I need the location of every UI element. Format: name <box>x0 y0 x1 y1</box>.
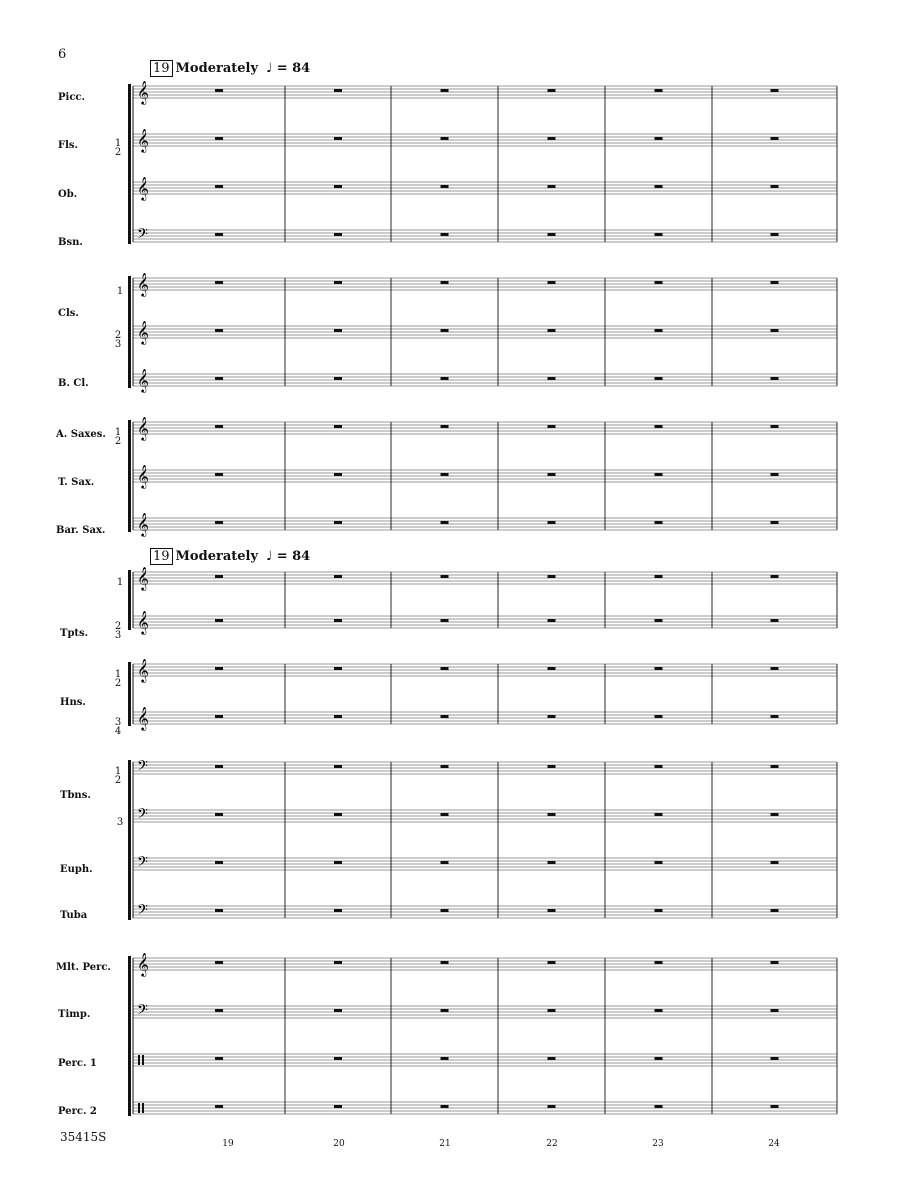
parts-hns-top: 1 2 <box>114 669 122 689</box>
whole-rest-icon <box>441 377 449 380</box>
percussion-clef-icon <box>138 1055 140 1065</box>
whole-rest-icon <box>771 89 779 92</box>
whole-rest-icon <box>441 619 449 622</box>
treble-clef-icon: 𝄞 <box>137 952 149 976</box>
whole-rest-icon <box>548 961 556 964</box>
whole-rest-icon <box>334 137 342 140</box>
whole-rest-icon <box>655 861 663 864</box>
whole-rest-icon <box>548 813 556 816</box>
whole-rest-icon <box>215 909 223 912</box>
label-tuba: Tuba <box>60 910 88 921</box>
whole-rest-icon <box>548 861 556 864</box>
whole-rest-icon <box>215 521 223 524</box>
group-bracket <box>128 84 131 244</box>
whole-rest-icon <box>441 473 449 476</box>
bass-clef-icon: 𝄢 <box>137 806 148 826</box>
label-ob: Ob. <box>58 189 78 200</box>
measure-number-19: 19 <box>222 1139 234 1149</box>
group-bracket <box>128 276 131 388</box>
measure-number-22: 22 <box>546 1139 558 1149</box>
measure-number-21: 21 <box>439 1139 451 1149</box>
whole-rest-icon <box>548 377 556 380</box>
whole-rest-icon <box>548 473 556 476</box>
whole-rest-icon <box>771 909 779 912</box>
treble-clef-icon: 𝄞 <box>137 706 149 730</box>
whole-rest-icon <box>441 813 449 816</box>
whole-rest-icon <box>334 961 342 964</box>
label-timp: Timp. <box>58 1009 91 1020</box>
parts-cls-bottom: 2 3 <box>114 330 122 350</box>
whole-rest-icon <box>655 473 663 476</box>
treble-clef-icon: 𝄞 <box>137 272 149 296</box>
bass-clef-icon: 𝄢 <box>137 1002 148 1022</box>
percussion-clef-icon <box>142 1103 144 1113</box>
measure-number-24: 24 <box>768 1139 780 1149</box>
whole-rest-icon <box>215 473 223 476</box>
label-fls: Fls. <box>58 140 79 151</box>
whole-rest-icon <box>215 185 223 188</box>
label-tsax: T. Sax. <box>58 477 95 488</box>
whole-rest-icon <box>548 425 556 428</box>
whole-rest-icon <box>771 575 779 578</box>
whole-rest-icon <box>215 961 223 964</box>
whole-rest-icon <box>655 329 663 332</box>
whole-rest-icon <box>334 813 342 816</box>
whole-rest-icon <box>548 619 556 622</box>
whole-rest-icon <box>215 377 223 380</box>
bass-clef-icon: 𝄢 <box>137 758 148 778</box>
whole-rest-icon <box>548 137 556 140</box>
whole-rest-icon <box>215 765 223 768</box>
whole-rest-icon <box>441 861 449 864</box>
whole-rest-icon <box>334 1057 342 1060</box>
whole-rest-icon <box>334 233 342 236</box>
whole-rest-icon <box>548 521 556 524</box>
whole-rest-icon <box>441 1057 449 1060</box>
whole-rest-icon <box>334 765 342 768</box>
whole-rest-icon <box>441 909 449 912</box>
whole-rest-icon <box>334 619 342 622</box>
whole-rest-icon <box>655 961 663 964</box>
parts-hns-bottom: 3 4 <box>114 717 122 737</box>
whole-rest-icon <box>441 765 449 768</box>
whole-rest-icon <box>215 1057 223 1060</box>
whole-rest-icon <box>771 765 779 768</box>
whole-rest-icon <box>334 715 342 718</box>
whole-rest-icon <box>655 619 663 622</box>
tempo-value: = 84 <box>276 61 311 76</box>
whole-rest-icon <box>655 667 663 670</box>
label-bcl: B. Cl. <box>58 378 89 389</box>
whole-rest-icon <box>441 233 449 236</box>
whole-rest-icon <box>215 813 223 816</box>
treble-clef-icon: 𝄞 <box>137 80 149 104</box>
whole-rest-icon <box>771 185 779 188</box>
treble-clef-icon: 𝄞 <box>137 176 149 200</box>
whole-rest-icon <box>655 765 663 768</box>
whole-rest-icon <box>441 89 449 92</box>
whole-rest-icon <box>215 575 223 578</box>
label-hns: Hns. <box>60 697 86 708</box>
whole-rest-icon <box>655 137 663 140</box>
whole-rest-icon <box>655 715 663 718</box>
group-bracket <box>128 420 131 532</box>
whole-rest-icon <box>441 521 449 524</box>
whole-rest-icon <box>771 521 779 524</box>
treble-clef-icon: 𝄞 <box>137 610 149 634</box>
group-bracket <box>128 956 131 1116</box>
whole-rest-icon <box>771 425 779 428</box>
whole-rest-icon <box>655 575 663 578</box>
catalog-number: 35415S <box>60 1130 107 1144</box>
group-bracket <box>128 760 131 920</box>
group-bracket <box>128 570 131 630</box>
whole-rest-icon <box>215 667 223 670</box>
whole-rest-icon <box>655 185 663 188</box>
whole-rest-icon <box>334 377 342 380</box>
whole-rest-icon <box>441 137 449 140</box>
whole-rest-icon <box>548 667 556 670</box>
whole-rest-icon <box>334 329 342 332</box>
whole-rest-icon <box>215 281 223 284</box>
whole-rest-icon <box>334 1009 342 1012</box>
whole-rest-icon <box>215 233 223 236</box>
whole-rest-icon <box>334 89 342 92</box>
whole-rest-icon <box>215 329 223 332</box>
whole-rest-icon <box>441 185 449 188</box>
treble-clef-icon: 𝄞 <box>137 566 149 590</box>
whole-rest-icon <box>548 1009 556 1012</box>
whole-rest-icon <box>771 473 779 476</box>
tempo-text: Moderately <box>175 61 259 76</box>
bass-clef-icon: 𝄢 <box>137 854 148 874</box>
whole-rest-icon <box>334 1105 342 1108</box>
whole-rest-icon <box>334 185 342 188</box>
label-mltperc: Mlt. Perc. <box>56 962 111 973</box>
whole-rest-icon <box>548 575 556 578</box>
tempo-note-brass: ♩ <box>266 549 273 564</box>
page-number: 6 <box>58 47 67 62</box>
whole-rest-icon <box>334 667 342 670</box>
whole-rest-icon <box>548 715 556 718</box>
label-barsax: Bar. Sax. <box>56 525 106 536</box>
whole-rest-icon <box>771 233 779 236</box>
whole-rest-icon <box>215 89 223 92</box>
tempo-value-brass: = 84 <box>276 549 311 564</box>
whole-rest-icon <box>771 813 779 816</box>
whole-rest-icon <box>771 281 779 284</box>
parts-cls-top: 1 <box>116 286 124 297</box>
whole-rest-icon <box>215 861 223 864</box>
whole-rest-icon <box>771 961 779 964</box>
label-asax: A. Saxes. <box>56 429 106 440</box>
label-perc1: Perc. 1 <box>58 1058 97 1069</box>
treble-clef-icon: 𝄞 <box>137 658 149 682</box>
whole-rest-icon <box>441 715 449 718</box>
parts-tpts-bottom: 2 3 <box>114 621 122 641</box>
whole-rest-icon <box>655 1105 663 1108</box>
label-euph: Euph. <box>60 864 93 875</box>
whole-rest-icon <box>655 233 663 236</box>
whole-rest-icon <box>334 425 342 428</box>
whole-rest-icon <box>655 377 663 380</box>
whole-rest-icon <box>771 1105 779 1108</box>
bass-clef-icon: 𝄢 <box>137 902 148 922</box>
treble-clef-icon: 𝄞 <box>137 512 149 536</box>
measure-number-20: 20 <box>333 1139 345 1149</box>
whole-rest-icon <box>548 909 556 912</box>
rehearsal-mark-brass: 19 <box>150 548 173 565</box>
whole-rest-icon <box>215 1009 223 1012</box>
treble-clef-icon: 𝄞 <box>137 320 149 344</box>
label-cls: Cls. <box>58 308 79 319</box>
whole-rest-icon <box>548 1105 556 1108</box>
label-picc: Picc. <box>58 92 85 103</box>
tempo-text-brass: Moderately <box>175 549 259 564</box>
tempo-note: ♩ <box>266 61 273 76</box>
treble-clef-icon: 𝄞 <box>137 368 149 392</box>
whole-rest-icon <box>548 329 556 332</box>
whole-rest-icon <box>771 1057 779 1060</box>
bass-clef-icon: 𝄢 <box>137 226 148 246</box>
whole-rest-icon <box>334 281 342 284</box>
whole-rest-icon <box>334 861 342 864</box>
whole-rest-icon <box>771 137 779 140</box>
whole-rest-icon <box>771 329 779 332</box>
whole-rest-icon <box>441 329 449 332</box>
whole-rest-icon <box>655 909 663 912</box>
whole-rest-icon <box>334 909 342 912</box>
label-perc2: Perc. 2 <box>58 1106 97 1117</box>
whole-rest-icon <box>771 861 779 864</box>
whole-rest-icon <box>655 425 663 428</box>
parts-fls: 1 2 <box>114 138 122 158</box>
whole-rest-icon <box>215 137 223 140</box>
whole-rest-icon <box>441 1105 449 1108</box>
whole-rest-icon <box>215 715 223 718</box>
whole-rest-icon <box>215 425 223 428</box>
whole-rest-icon <box>441 667 449 670</box>
treble-clef-icon: 𝄞 <box>137 128 149 152</box>
whole-rest-icon <box>215 619 223 622</box>
whole-rest-icon <box>441 575 449 578</box>
whole-rest-icon <box>771 619 779 622</box>
treble-clef-icon: 𝄞 <box>137 464 149 488</box>
whole-rest-icon <box>334 521 342 524</box>
parts-asax: 1 2 <box>114 427 122 447</box>
whole-rest-icon <box>771 667 779 670</box>
whole-rest-icon <box>655 813 663 816</box>
whole-rest-icon <box>334 575 342 578</box>
label-tbns: Tbns. <box>60 790 91 801</box>
parts-tbns-top: 1 2 <box>114 766 122 786</box>
treble-clef-icon: 𝄞 <box>137 416 149 440</box>
whole-rest-icon <box>548 765 556 768</box>
parts-tpts-top: 1 <box>116 577 124 588</box>
whole-rest-icon <box>441 1009 449 1012</box>
percussion-clef-icon <box>138 1103 140 1113</box>
whole-rest-icon <box>655 281 663 284</box>
rehearsal-mark: 19 <box>150 60 173 77</box>
whole-rest-icon <box>334 473 342 476</box>
percussion-clef-icon <box>142 1055 144 1065</box>
whole-rest-icon <box>548 233 556 236</box>
label-bsn: Bsn. <box>58 237 83 248</box>
whole-rest-icon <box>548 89 556 92</box>
whole-rest-icon <box>771 377 779 380</box>
whole-rest-icon <box>215 1105 223 1108</box>
measure-number-23: 23 <box>652 1139 664 1149</box>
whole-rest-icon <box>655 1009 663 1012</box>
whole-rest-icon <box>771 715 779 718</box>
parts-tbns-bottom: 3 <box>116 817 124 828</box>
label-tpts: Tpts. <box>60 628 89 639</box>
whole-rest-icon <box>441 425 449 428</box>
whole-rest-icon <box>655 1057 663 1060</box>
whole-rest-icon <box>548 185 556 188</box>
whole-rest-icon <box>771 1009 779 1012</box>
whole-rest-icon <box>655 521 663 524</box>
whole-rest-icon <box>655 89 663 92</box>
whole-rest-icon <box>441 961 449 964</box>
whole-rest-icon <box>548 281 556 284</box>
group-bracket <box>128 662 131 726</box>
whole-rest-icon <box>548 1057 556 1060</box>
whole-rest-icon <box>441 281 449 284</box>
